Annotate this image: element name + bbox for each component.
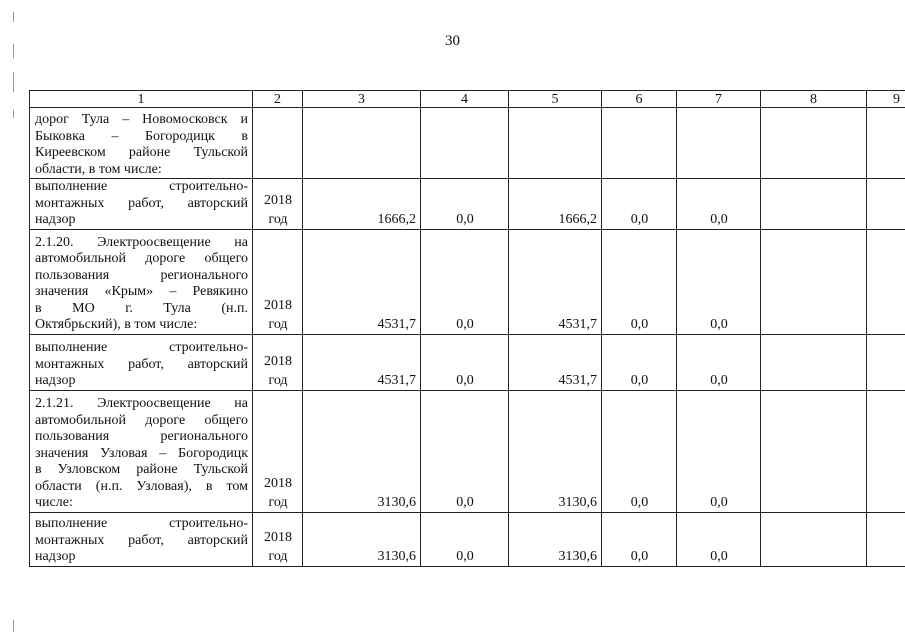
description-line: в МО г. Тула (н.п. bbox=[35, 300, 248, 316]
amount-regional: 3130,6 bbox=[509, 512, 602, 566]
amount-federal: 0,0 bbox=[421, 229, 509, 334]
description-line: надзор bbox=[35, 212, 76, 227]
description-line: области, в том числе: bbox=[35, 161, 162, 177]
description-line: монтажных работ, авторский bbox=[35, 195, 248, 211]
amount-local: 0,0 bbox=[602, 390, 677, 512]
description-line: области (н.п. Узловая), в том bbox=[35, 478, 248, 494]
amount-regional: 4531,7 bbox=[509, 334, 602, 390]
item-description bbox=[30, 334, 253, 390]
amount-federal: 0,0 bbox=[421, 334, 509, 390]
year-cell: 2018 год bbox=[253, 179, 303, 230]
empty-cell bbox=[761, 334, 867, 390]
amount-local: 0,0 bbox=[602, 229, 677, 334]
header-cell: 1 bbox=[30, 91, 253, 108]
table-row bbox=[30, 512, 905, 566]
item-description bbox=[30, 179, 253, 230]
empty-cell bbox=[867, 179, 905, 230]
description-line: монтажных работ, авторский bbox=[35, 356, 248, 372]
description-line: надзор bbox=[35, 549, 76, 564]
item-description bbox=[30, 390, 253, 512]
year-cell: 2018 год bbox=[253, 512, 303, 566]
description-line: значения Узловая – Богородицк bbox=[35, 445, 248, 461]
amount-regional: 3130,6 bbox=[509, 390, 602, 512]
header-cell: 5 bbox=[509, 91, 602, 108]
empty-cell bbox=[867, 334, 905, 390]
description-line: пользования регионального bbox=[35, 267, 248, 283]
item-description bbox=[30, 229, 253, 334]
empty-cell bbox=[761, 179, 867, 230]
amount-total: 1666,2 bbox=[303, 179, 421, 230]
description-line: пользования регионального bbox=[35, 429, 248, 444]
description-line: дорог Тула – Новомосковск и bbox=[35, 112, 248, 127]
year-cell bbox=[253, 108, 303, 179]
description-line: 2.1.20. Электроосвещение на bbox=[35, 234, 248, 250]
description-line: выполнение строительно- bbox=[35, 516, 248, 531]
table-row bbox=[30, 334, 905, 390]
description-line: в Узловском районе Тульской bbox=[35, 462, 248, 477]
description-line: монтажных работ, авторский bbox=[35, 532, 248, 548]
amount-other: 0,0 bbox=[677, 390, 761, 512]
header-cell: 9 bbox=[867, 91, 905, 108]
amount-local: 0,0 bbox=[602, 334, 677, 390]
margin-mark bbox=[13, 12, 14, 22]
amount-other: 0,0 bbox=[677, 334, 761, 390]
page-number: 30 bbox=[445, 33, 460, 49]
description-line: автомобильной дороге общего bbox=[35, 412, 248, 428]
description-line: выполнение строительно- bbox=[35, 179, 248, 194]
header-row bbox=[30, 91, 905, 108]
description-line: Быковка – Богородицк в bbox=[35, 128, 248, 144]
header-cell: 3 bbox=[303, 91, 421, 108]
year-cell: 2018 год bbox=[253, 334, 303, 390]
amount-federal: 0,0 bbox=[421, 390, 509, 512]
description-line: 2.1.21. Электроосвещение на bbox=[35, 396, 248, 411]
empty-cell bbox=[761, 390, 867, 512]
header-cell: 6 bbox=[602, 91, 677, 108]
margin-mark bbox=[13, 72, 14, 92]
empty-cell bbox=[761, 229, 867, 334]
description-line: числе: bbox=[35, 495, 73, 510]
table-body bbox=[30, 91, 905, 567]
empty-cell bbox=[867, 108, 905, 179]
description-line: Октябрьский), в том числе: bbox=[35, 317, 198, 332]
description-line: надзор bbox=[35, 373, 76, 388]
amount-total: 4531,7 bbox=[303, 334, 421, 390]
empty-cell bbox=[761, 108, 867, 179]
header-cell: 8 bbox=[761, 91, 867, 108]
amount-total bbox=[303, 108, 421, 179]
empty-cell bbox=[867, 512, 905, 566]
amount-total: 4531,7 bbox=[303, 229, 421, 334]
item-description bbox=[30, 512, 253, 566]
empty-cell bbox=[867, 390, 905, 512]
empty-cell bbox=[867, 229, 905, 334]
table-row bbox=[30, 108, 905, 179]
margin-mark bbox=[13, 44, 14, 58]
description-line: автомобильной дороге общего bbox=[35, 251, 248, 266]
table-row bbox=[30, 390, 905, 512]
amount-local: 0,0 bbox=[602, 512, 677, 566]
description-line: Киреевском районе Тульской bbox=[35, 145, 248, 160]
header-cell: 7 bbox=[677, 91, 761, 108]
budget-table bbox=[29, 90, 905, 567]
amount-other: 0,0 bbox=[677, 229, 761, 334]
amount-other: 0,0 bbox=[677, 179, 761, 230]
amount-federal: 0,0 bbox=[421, 179, 509, 230]
empty-cell bbox=[761, 512, 867, 566]
amount-federal bbox=[421, 108, 509, 179]
header-cell: 2 bbox=[253, 91, 303, 108]
amount-local: 0,0 bbox=[602, 179, 677, 230]
table-row bbox=[30, 229, 905, 334]
item-description bbox=[30, 108, 253, 179]
margin-mark bbox=[13, 110, 14, 118]
amount-regional bbox=[509, 108, 602, 179]
amount-total: 3130,6 bbox=[303, 512, 421, 566]
year-cell: 2018 год bbox=[253, 390, 303, 512]
margin-mark bbox=[13, 620, 14, 632]
description-line: значения «Крым» – Ревякино bbox=[35, 284, 248, 299]
amount-regional: 1666,2 bbox=[509, 179, 602, 230]
table-row bbox=[30, 179, 905, 230]
amount-regional: 4531,7 bbox=[509, 229, 602, 334]
amount-federal: 0,0 bbox=[421, 512, 509, 566]
amount-other: 0,0 bbox=[677, 512, 761, 566]
description-line: выполнение строительно- bbox=[35, 340, 248, 355]
amount-other bbox=[677, 108, 761, 179]
amount-local bbox=[602, 108, 677, 179]
amount-total: 3130,6 bbox=[303, 390, 421, 512]
header-cell: 4 bbox=[421, 91, 509, 108]
year-cell: 2018 год bbox=[253, 229, 303, 334]
